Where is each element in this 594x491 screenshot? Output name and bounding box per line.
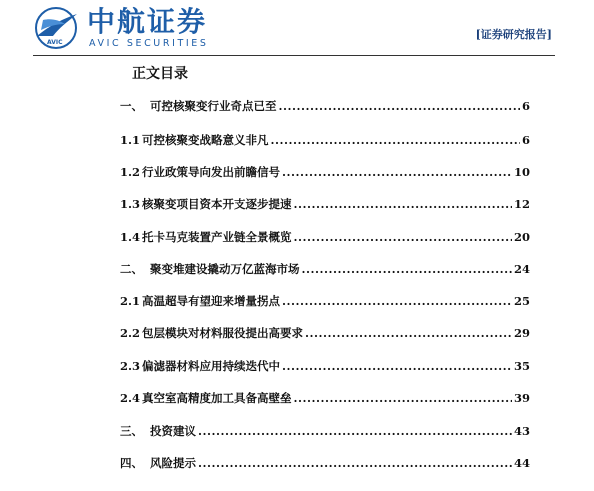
toc-leader-dots [294,195,512,213]
toc-entry-number: 三、 [120,424,143,438]
toc-entry-page: 10 [513,165,530,179]
toc-leader-dots [198,454,512,472]
toc-entry-1-2[interactable] [120,163,530,181]
toc-leader-dots [282,292,512,310]
toc-entry-number: 1.2 [120,165,141,179]
toc-entry-page: 29 [513,326,530,340]
page-header [0,0,594,58]
toc-leader-dots [294,228,512,246]
toc-leader-dots [271,131,520,149]
toc-entry-page: 6 [521,99,530,113]
toc-entry-label: 可控核聚变战略意义非凡 [142,133,269,147]
toc-entry-2-1[interactable] [120,292,530,310]
toc-entry-page: 6 [521,133,530,147]
toc-entry-1-4[interactable] [120,228,530,246]
toc-entry-number: 2.1 [120,294,141,308]
logo-english-name: AVIC SECURITIES [89,38,209,49]
toc-entry-page: 44 [513,456,530,470]
toc-leader-dots [294,389,512,407]
toc-entry-3[interactable] [120,422,530,440]
toc-entry-2-4[interactable] [120,389,530,407]
logo-chinese-name: 中航证券 [87,5,208,38]
toc-entry-number: 一、 [120,99,143,113]
toc-entry-page: 24 [513,262,530,276]
toc-entry-page: 35 [513,359,530,373]
toc-leader-dots [282,163,512,181]
toc-leader-dots [305,324,512,342]
toc-entry-number: 2.4 [120,391,141,405]
toc-leader-dots [198,422,512,440]
toc-entry-label: 真空室高精度加工具备高壁垒 [142,391,292,405]
toc-entry-label: 聚变堆建设撬动万亿蓝海市场 [150,262,300,276]
toc-entry-1-1[interactable] [120,131,530,149]
toc-entry-label: 行业政策导向发出前瞻信号 [142,165,280,179]
toc-entry-number: 二、 [120,262,143,276]
toc-entry-2-3[interactable] [120,357,530,375]
toc-title: 正文目录 [132,66,188,82]
toc-entry-page: 43 [513,424,530,438]
toc-entry-number: 1.1 [120,133,141,147]
toc-leader-dots [282,357,512,375]
svg-text:AVIC: AVIC [47,39,63,46]
toc-entry-number: 1.4 [120,230,141,244]
toc-entry-2-2[interactable] [120,324,530,342]
toc-entry-label: 偏滤器材料应用持续迭代中 [142,359,280,373]
toc-entry-label: 投资建议 [150,424,196,438]
toc-entry-page: 25 [513,294,530,308]
toc-leader-dots [302,260,512,278]
toc-entry-label: 高温超导有望迎来增量拐点 [142,294,280,308]
report-type-tag: [证券研究报告] [475,28,552,41]
toc-entry-page: 39 [513,391,530,405]
toc-entry-number: 2.2 [120,326,141,340]
toc-entry-number: 2.3 [120,359,141,373]
header-divider [33,55,555,56]
toc-entry-label: 核聚变项目资本开支逐步提速 [142,197,292,211]
toc-leader-dots [279,97,520,115]
toc-entry-page: 20 [513,230,530,244]
toc-entry-label: 可控核聚变行业奇点已至 [150,99,277,113]
toc-entry-4[interactable] [120,454,530,472]
toc-entry-page: 12 [513,197,530,211]
avic-logo-icon [33,6,79,50]
toc-entry-number: 1.3 [120,197,141,211]
company-logo [33,6,223,50]
toc-entry-number: 四、 [120,456,143,470]
toc-entry-1[interactable] [120,97,530,115]
toc-entry-2[interactable] [120,260,530,278]
toc-entry-1-3[interactable] [120,195,530,213]
toc-entry-label: 包层模块对材料服役提出高要求 [142,326,303,340]
toc-entry-label: 风险提示 [150,456,196,470]
toc-entry-label: 托卡马克装置产业链全景概览 [142,230,292,244]
